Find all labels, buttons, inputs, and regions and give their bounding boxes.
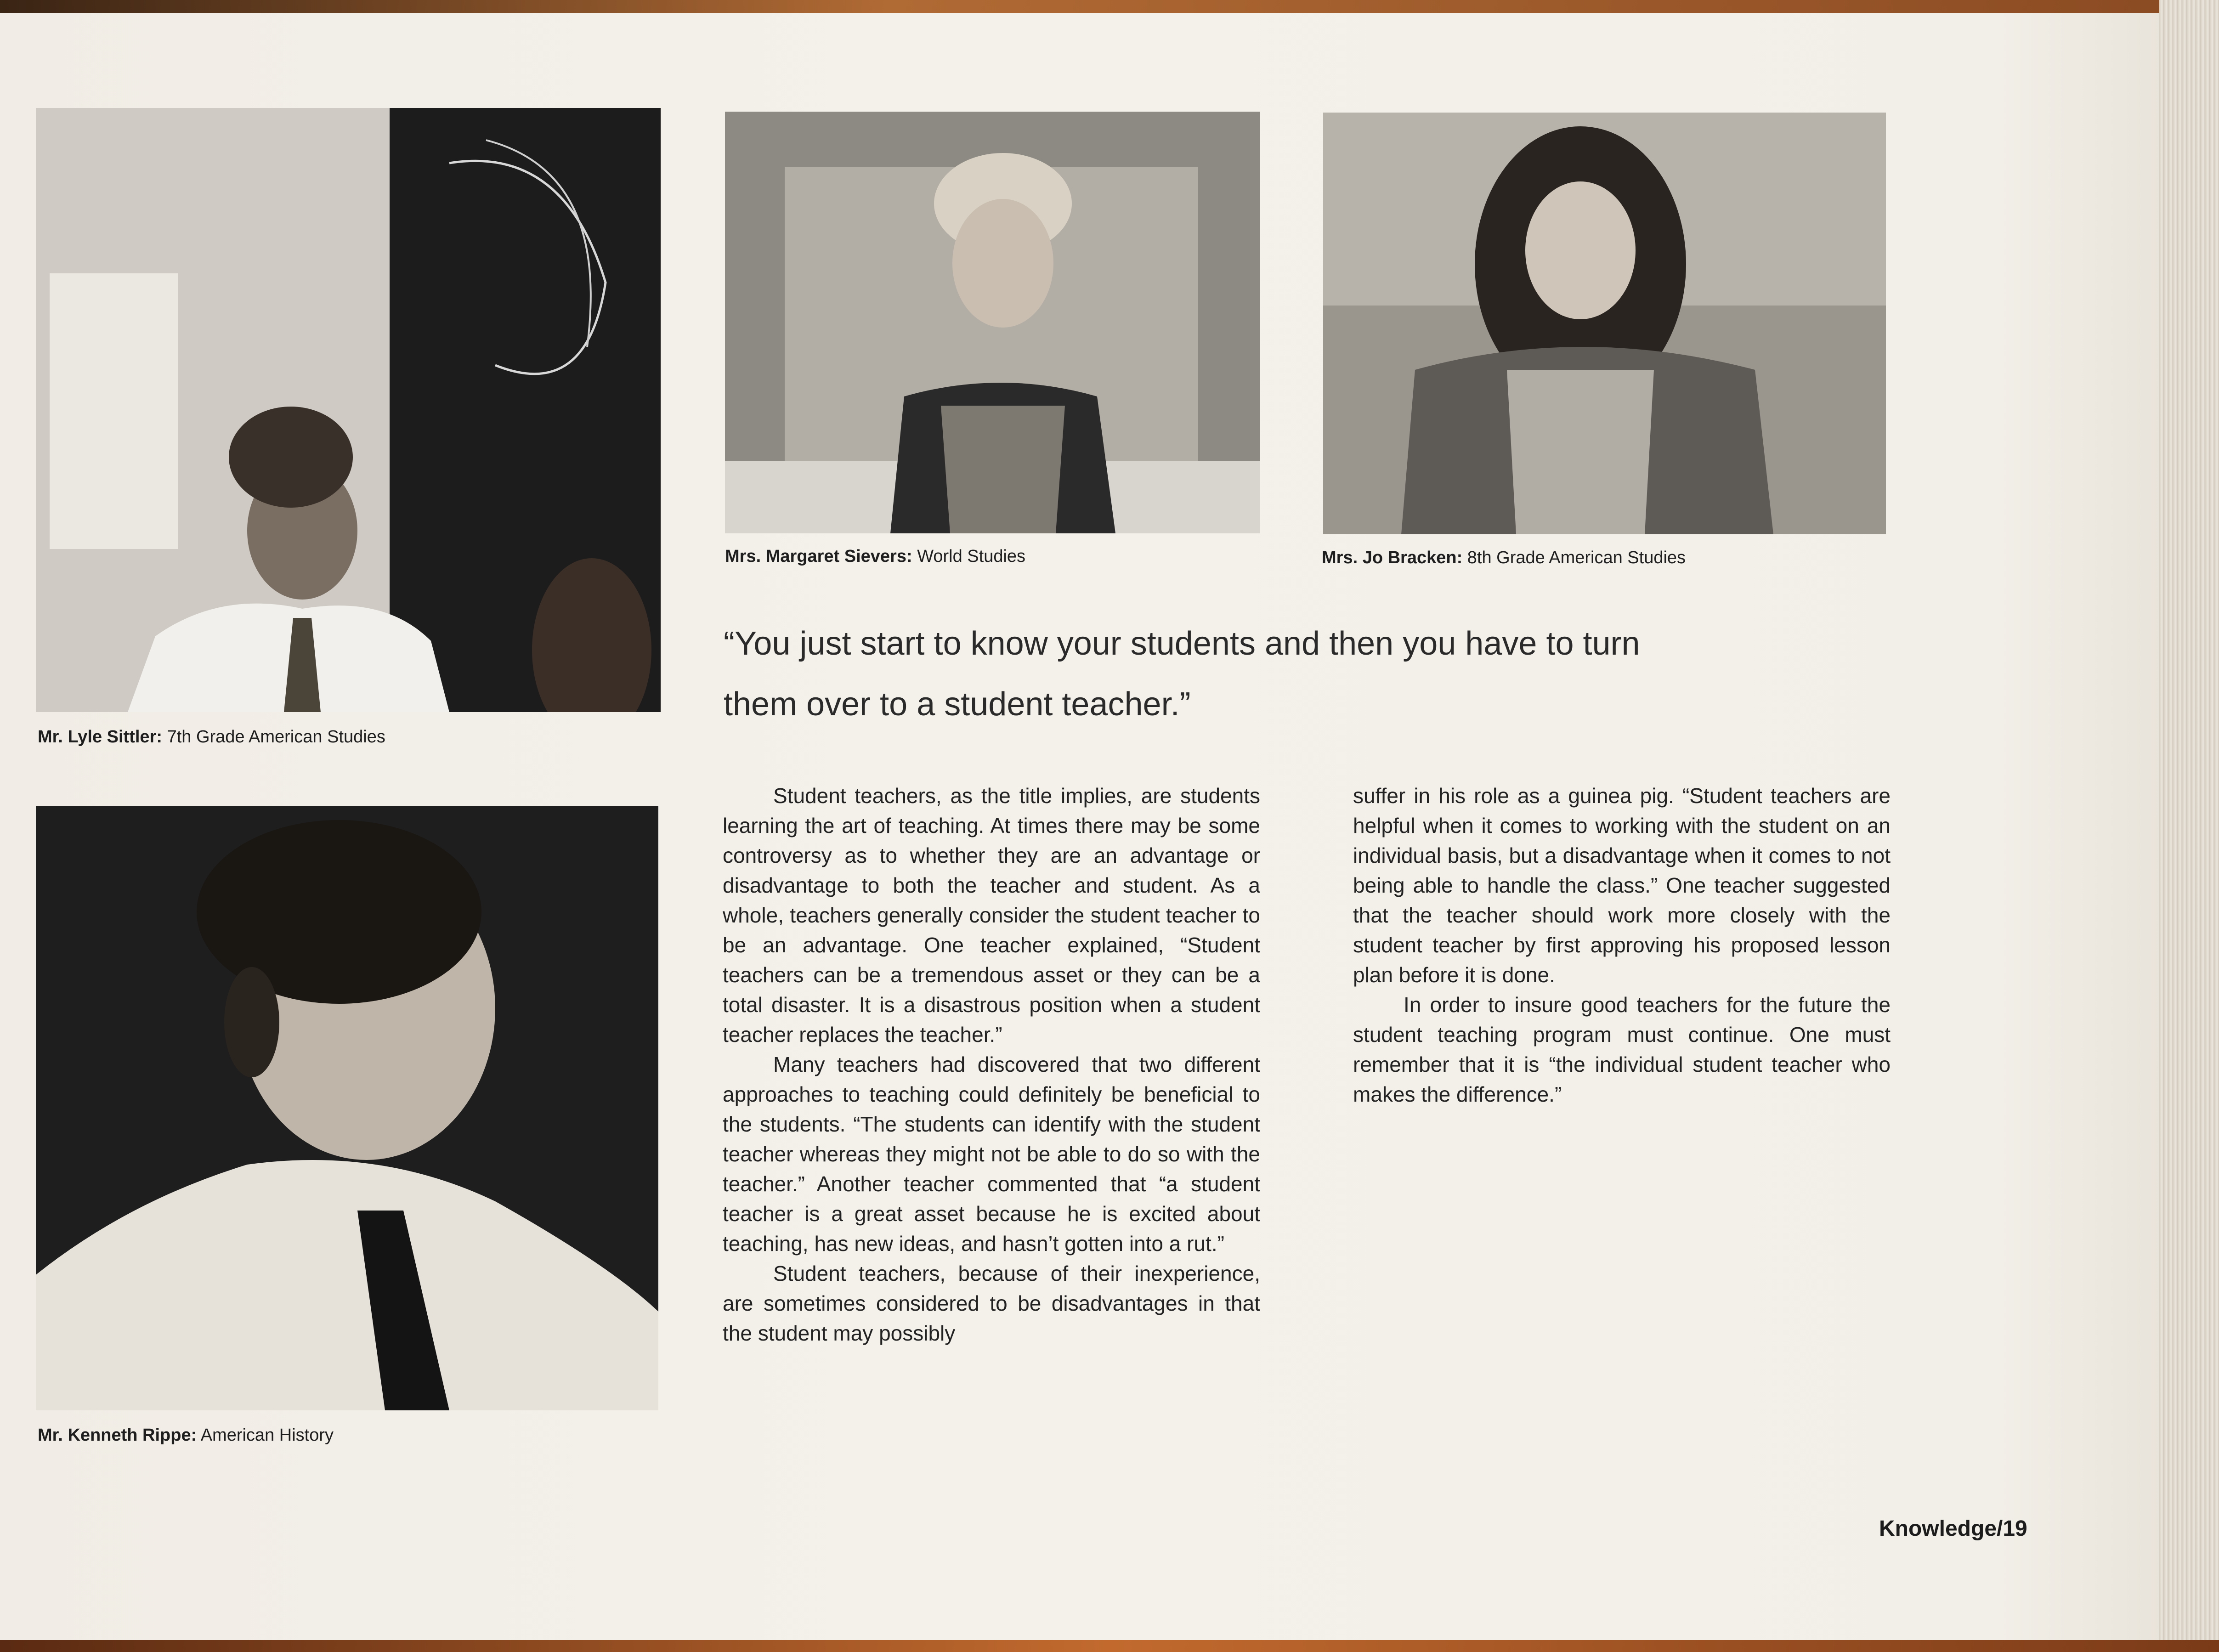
book-spine-bottom [0,1640,2219,1652]
caption-margaret-sievers [725,547,1025,566]
article-paragraph: In order to insure good teachers for the future the student teaching program must continue. One must remember that it is “the individual student teacher who makes the difference.” [1353,993,1891,1106]
caption-lyle-sittler [38,727,385,747]
article-paragraph: Many teachers had discovered that two different approaches to teaching could definitely be beneficial to the students. “The students can identify with the student teacher whereas they might not be able to do so with the teacher.” Another teacher commented that “a student teacher is a great asset because he is excited about teaching, has new ideas, and hasn’t gotten into a rut.” [723,1052,1260,1256]
article-column-1 [723,781,1260,1348]
caption-jo-bracken [1322,548,1686,568]
article-paragraph: Student teachers, as the title implies, are students learning the art of teaching. At times there may be some controversy as to whether they are an advantage or disadvantage to both the teacher and student. As a whole, teachers generally consider the student teacher to be an advantage. One teacher explained, “Student teachers can be a tremendous asset or they can be a total disaster. It is a disastrous position when a student teacher replaces the teacher.” [723,784,1260,1047]
photo-kenneth-rippe [36,806,658,1410]
caption-name: Mrs. Jo Bracken: [1322,548,1463,567]
page-stack-edge [2159,0,2219,1652]
caption-name: Mr. Kenneth Rippe: [38,1426,197,1445]
caption-subject: American History [200,1426,334,1445]
article-paragraph: suffer in his role as a guinea pig. “Student teachers are helpful when it comes to working with the student on an individual basis, but a disadvantage when it comes to not being able to handle the class.” One teacher suggested that the teacher should work more closely with the student teacher by first approving his proposed lesson plan before it is done. [1353,784,1891,987]
book-spine-top [0,0,2219,13]
photo-margaret-sievers [725,112,1260,533]
pull-quote-line-2: them over to a student teacher.” [724,686,1191,723]
caption-subject: World Studies [917,547,1026,566]
article-paragraph: Student teachers, because of their inexperience, are sometimes considered to be disadvantages in that the student may possibly [723,1262,1260,1345]
photo-jo-bracken [1323,113,1886,534]
caption-subject: 8th Grade American Studies [1467,548,1686,567]
pull-quote [724,613,1734,735]
photo-lyle-sittler [36,108,661,712]
caption-kenneth-rippe [38,1426,334,1445]
caption-name: Mr. Lyle Sittler: [38,727,162,747]
page-folio: Knowledge/19 [1879,1516,2027,1541]
caption-name: Mrs. Margaret Sievers: [725,547,912,566]
caption-subject: 7th Grade American Studies [167,727,385,747]
article-column-2 [1353,781,1891,1109]
pull-quote-line-1: “You just start to know your students and then you have to turn [724,625,1640,662]
